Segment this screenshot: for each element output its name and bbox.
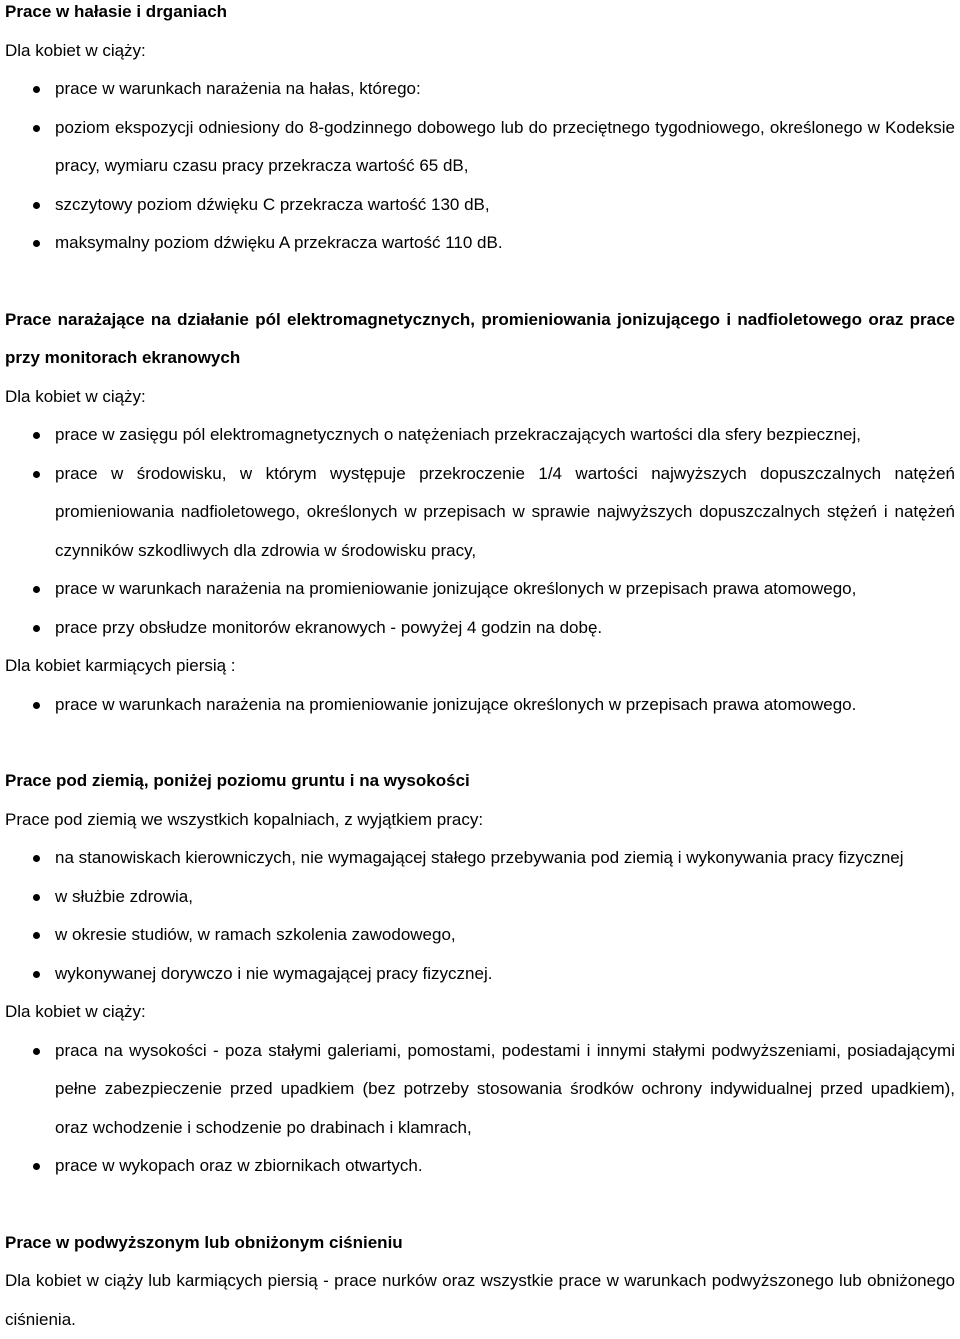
section-underground-height bbox=[5, 762, 955, 1186]
list-item: prace w warunkach narażenia na promieniowanie jonizujące określonych w przepisach prawa atomowego, bbox=[5, 570, 955, 609]
group-label: Prace pod ziemią we wszystkich kopalniach, z wyjątkiem pracy: bbox=[5, 801, 955, 840]
section-paragraph: Dla kobiet w ciąży lub karmiących piersią - prace nurków oraz wszystkie prace w warunkach podwyższonego lub obniżonego ciśnienia. bbox=[5, 1262, 955, 1339]
section-radiation-monitors bbox=[5, 301, 955, 725]
bullet-icon bbox=[33, 432, 40, 439]
list-item: w służbie zdrowia, bbox=[5, 878, 955, 917]
section-heading: Prace w hałasie i drganiach bbox=[5, 0, 955, 32]
bullet-list bbox=[5, 70, 955, 263]
section-pressure bbox=[5, 1224, 955, 1339]
bullet-icon bbox=[33, 1163, 40, 1170]
group-label: Dla kobiet w ciąży: bbox=[5, 993, 955, 1032]
list-item: prace w środowisku, w którym występuje przekroczenie 1/4 wartości najwyższych dopuszczalnych natężeń promieniowania nadfioletowego, określonych w przepisach w sprawie najwyższych dopuszczalnych stężeń i natężeń czynników szkodliwych dla zdrowia w środowisku pracy, bbox=[5, 455, 955, 571]
section-heading: Prace narażające na działanie pól elektromagnetycznych, promieniowania jonizującego i nadfioletowego oraz prace przy monitorach ekranowych bbox=[5, 301, 955, 378]
bullet-icon bbox=[33, 702, 40, 709]
bullet-icon bbox=[33, 86, 40, 93]
list-item: szczytowy poziom dźwięku C przekracza wartość 130 dB, bbox=[5, 186, 955, 225]
list-item: praca na wysokości - poza stałymi galeriami, pomostami, podestami i innymi stałymi podwyższeniami, posiadającymi pełne zabezpieczenie przed upadkiem (bez potrzeby stosowania środków ochrony indywidualnej przed upadkiem), oraz wchodzenie i schodzenie po drabinach i klamrach, bbox=[5, 1032, 955, 1148]
list-item: na stanowiskach kierowniczych, nie wymagającej stałego przebywania pod ziemią i wykonywania pracy fizycznej bbox=[5, 839, 955, 878]
spacer bbox=[5, 263, 955, 301]
bullet-icon bbox=[33, 125, 40, 132]
bullet-icon bbox=[33, 240, 40, 247]
section-noise-vibration bbox=[5, 0, 955, 263]
spacer bbox=[5, 724, 955, 762]
bullet-icon bbox=[33, 586, 40, 593]
list-item: prace w warunkach narażenia na hałas, którego: bbox=[5, 70, 955, 109]
bullet-icon bbox=[33, 1048, 40, 1055]
list-item: wykonywanej dorywczo i nie wymagającej pracy fizycznej. bbox=[5, 955, 955, 994]
bullet-icon bbox=[33, 471, 40, 478]
bullet-list bbox=[5, 1032, 955, 1186]
section-heading: Prace pod ziemią, poniżej poziomu gruntu i na wysokości bbox=[5, 762, 955, 801]
group-label: Dla kobiet w ciąży: bbox=[5, 378, 955, 417]
bullet-icon bbox=[33, 202, 40, 209]
list-item: prace w wykopach oraz w zbiornikach otwartych. bbox=[5, 1147, 955, 1186]
list-item: prace w warunkach narażenia na promieniowanie jonizujące określonych w przepisach prawa atomowego. bbox=[5, 686, 955, 725]
list-item: prace przy obsłudze monitorów ekranowych - powyżej 4 godzin na dobę. bbox=[5, 609, 955, 648]
list-item: poziom ekspozycji odniesiony do 8-godzinnego dobowego lub do przeciętnego tygodniowego, określonego w Kodeksie pracy, wymiaru czasu pracy przekracza wartość 65 dB, bbox=[5, 109, 955, 186]
bullet-list bbox=[5, 839, 955, 993]
group-label: Dla kobiet karmiących piersią : bbox=[5, 647, 955, 686]
bullet-list bbox=[5, 686, 955, 725]
spacer bbox=[5, 1186, 955, 1224]
list-item: w okresie studiów, w ramach szkolenia zawodowego, bbox=[5, 916, 955, 955]
bullet-list bbox=[5, 416, 955, 647]
list-item: prace w zasięgu pól elektromagnetycznych o natężeniach przekraczających wartości dla sfery bezpiecznej, bbox=[5, 416, 955, 455]
list-item: maksymalny poziom dźwięku A przekracza wartość 110 dB. bbox=[5, 224, 955, 263]
section-heading: Prace w podwyższonym lub obniżonym ciśnieniu bbox=[5, 1224, 955, 1263]
group-label: Dla kobiet w ciąży: bbox=[5, 32, 955, 71]
bullet-icon bbox=[33, 855, 40, 862]
bullet-icon bbox=[33, 971, 40, 978]
bullet-icon bbox=[33, 894, 40, 901]
bullet-icon bbox=[33, 625, 40, 632]
bullet-icon bbox=[33, 932, 40, 939]
